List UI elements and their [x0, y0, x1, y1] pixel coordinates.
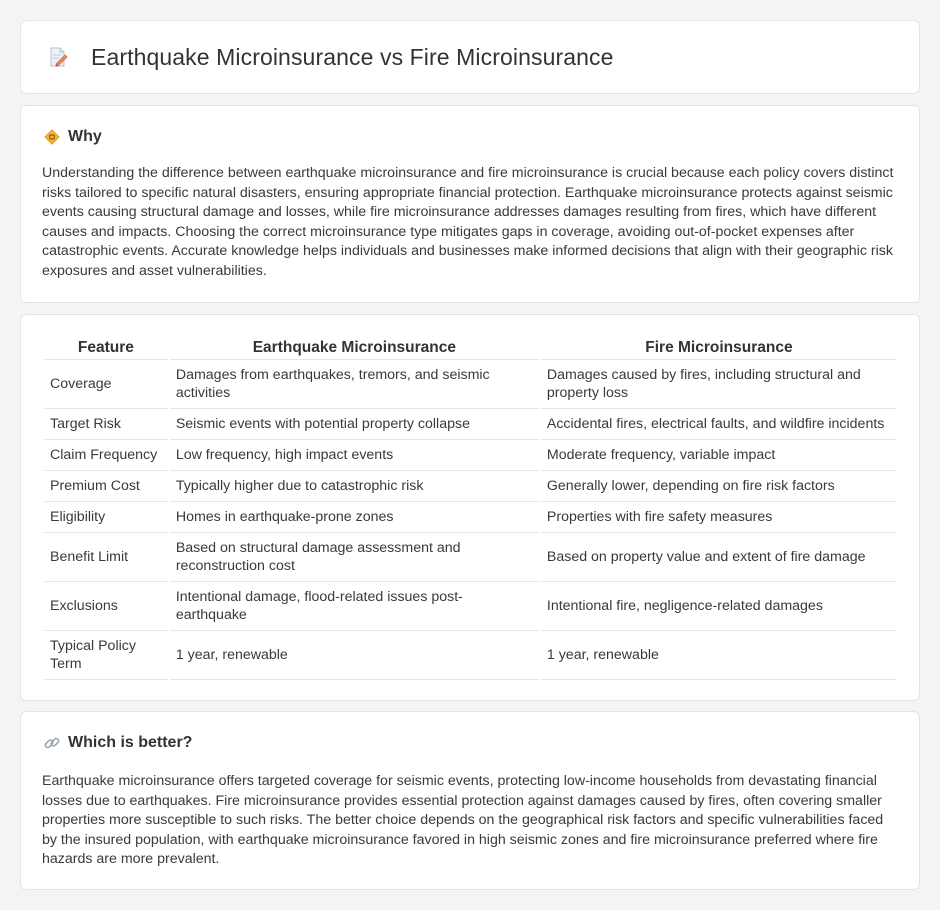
table-row — [44, 409, 897, 440]
earthquake-cell: Typically higher due to catastrophic risk — [170, 471, 539, 502]
title-card — [20, 20, 920, 94]
link-icon — [43, 734, 61, 752]
earthquake-cell: Homes in earthquake-prone zones — [170, 502, 539, 533]
fire-cell: Generally lower, depending on fire risk factors — [541, 471, 897, 502]
comparison-table — [42, 335, 899, 680]
table-row — [44, 533, 897, 582]
earthquake-cell: Based on structural damage assessment and reconstruction cost — [170, 533, 539, 582]
feature-cell: Typical Policy Term — [44, 631, 168, 680]
document-edit-icon — [47, 46, 69, 68]
fire-cell: Properties with fire safety measures — [541, 502, 897, 533]
feature-cell: Eligibility — [44, 502, 168, 533]
fire-cell: Damages caused by fires, including structural and property loss — [541, 360, 897, 409]
feature-cell: Benefit Limit — [44, 533, 168, 582]
warning-diamond-icon — [43, 128, 61, 146]
fire-cell: Based on property value and extent of fire damage — [541, 533, 897, 582]
earthquake-cell: Damages from earthquakes, tremors, and seismic activities — [170, 360, 539, 409]
feature-cell: Exclusions — [44, 582, 168, 631]
table-row — [44, 360, 897, 409]
table-row — [44, 502, 897, 533]
why-section — [20, 105, 920, 303]
fire-cell: Moderate frequency, variable impact — [541, 440, 897, 471]
column-header-earthquake: Earthquake Microinsurance — [170, 335, 539, 360]
column-header-feature: Feature — [44, 335, 168, 360]
feature-cell: Target Risk — [44, 409, 168, 440]
feature-cell: Premium Cost — [44, 471, 168, 502]
feature-cell: Claim Frequency — [44, 440, 168, 471]
why-title: Why — [68, 128, 102, 145]
earthquake-cell: 1 year, renewable — [170, 631, 539, 680]
column-header-fire: Fire Microinsurance — [541, 335, 897, 360]
fire-cell: Intentional fire, negligence-related damages — [541, 582, 897, 631]
table-header-row — [44, 335, 897, 360]
table-row — [44, 582, 897, 631]
fire-cell: 1 year, renewable — [541, 631, 897, 680]
table-row — [44, 471, 897, 502]
comparison-table-card — [20, 314, 920, 701]
fire-cell: Accidental fires, electrical faults, and wildfire incidents — [541, 409, 897, 440]
earthquake-cell: Low frequency, high impact events — [170, 440, 539, 471]
table-row — [44, 440, 897, 471]
which-is-better-title: Which is better? — [68, 734, 193, 751]
which-is-better-section — [20, 711, 920, 890]
earthquake-cell: Intentional damage, flood-related issues post-earthquake — [170, 582, 539, 631]
earthquake-cell: Seismic events with potential property collapse — [170, 409, 539, 440]
feature-cell: Coverage — [44, 360, 168, 409]
why-paragraph: Understanding the difference between earthquake microinsurance and fire microinsurance is crucial because each policy covers distinct risks tailored to specific natural disasters, ensuring appropriate financial protection. Earthquake microinsurance protects against seismic events causing structural damage and losses, while fire microinsurance addresses damages resulting from fires, which have different causes and impacts. Choosing the correct microinsurance type mitigates gaps in coverage, avoiding out-of-pocket expenses after catastrophic events. Accurate knowledge helps individuals and businesses make informed decisions that align with their geographic risk exposures and asset vulnerabilities. — [42, 165, 894, 279]
table-row — [44, 631, 897, 680]
which-is-better-paragraph: Earthquake microinsurance offers targeted coverage for seismic events, protecting low-income households from devastating financial losses due to earthquakes. Fire microinsurance provides essential protection against damages caused by fires, often covering smaller properties more susceptible to such risks. The better choice depends on the geographical risk factors and specific vulnerabilities faced by the insured population, with earthquake microinsurance favored in high seismic zones and fire microinsurance preferred where fire hazards are more prevalent. — [42, 773, 884, 867]
page-title: Earthquake Microinsurance vs Fire Microinsurance — [91, 43, 614, 70]
